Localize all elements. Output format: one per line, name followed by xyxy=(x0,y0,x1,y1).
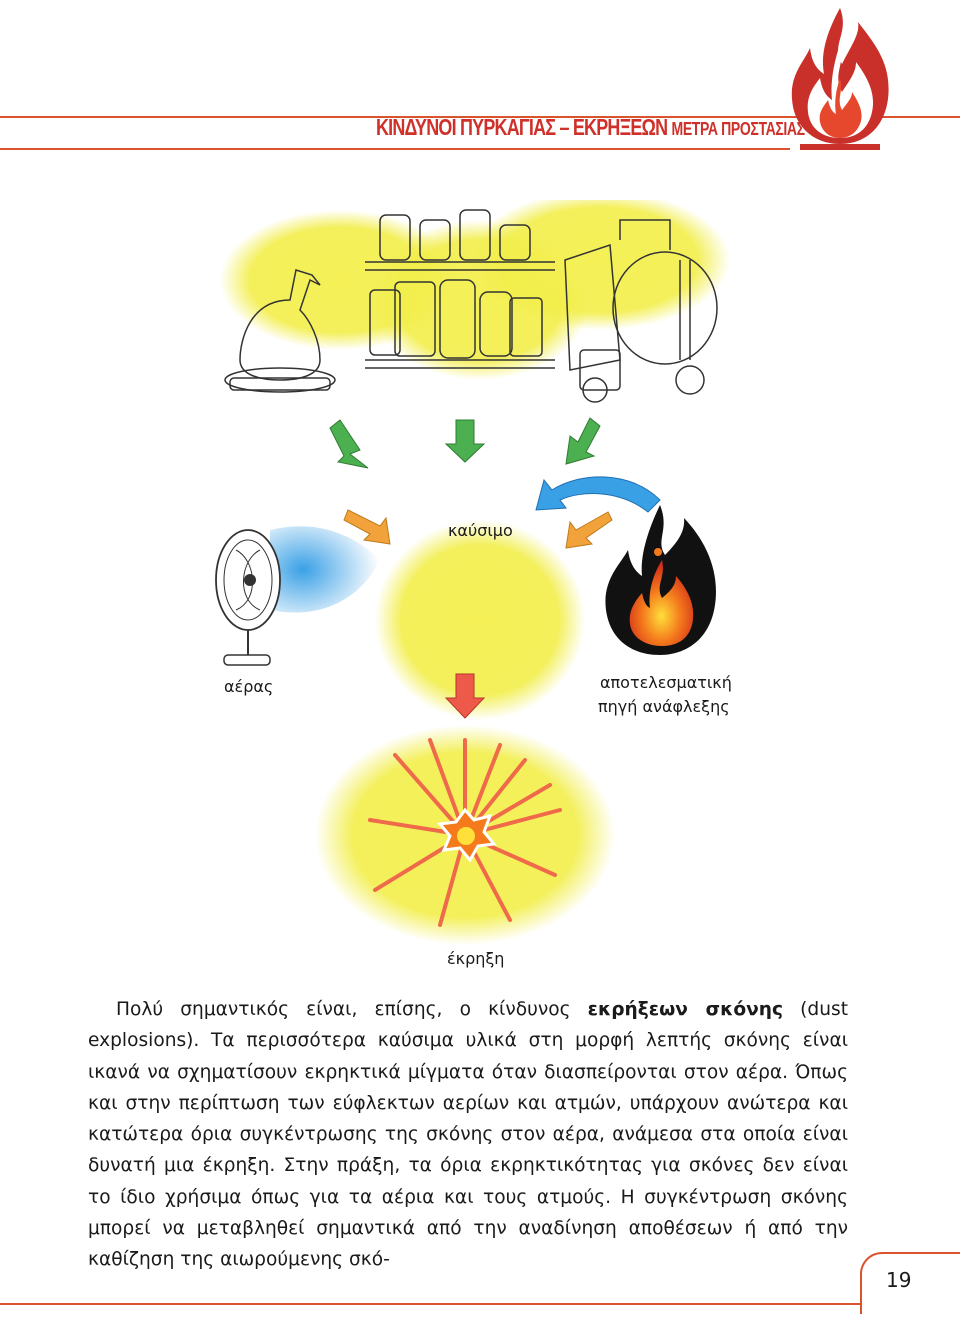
label-air: αέρας xyxy=(224,677,274,696)
page-number: 19 xyxy=(886,1268,912,1292)
fire-icon xyxy=(605,505,716,655)
orange-arrow-right-icon xyxy=(566,512,612,548)
body-text-rest: (dust explosions). Τα περισσότερα καύσιμα υλικά στη μορφή λεπτής σκόνης είναι ικανά να σχηματίσουν εκρηκτικά μίγματα όταν διασπείρονται στον αέρα. Όπως και στην περίπτωση των εύφλεκτων αερίων και ατμών, υπάρχουν ανώτερα και κατώτερα όρια συγκέντρωσης της σκόνης στον αέρα, ανάμεσα στα οποία είναι δυνατή μια έκρηξη. Στην πράξη, τα όρια εκρηκτικότητας για σκόνες δεν είναι το ίδιο χρήσιμα όπως για τα αέρια και τους ατμούς. Η συγκέντρωση σκόνης μπορεί να μεταβληθεί σημαντικά από την αναδίνηση αποθέσεων ή από την καθίζηση της αιωρούμενης σκό- xyxy=(88,999,848,1271)
label-fuel: καύσιμο xyxy=(448,521,513,540)
arrow-down-left-icon xyxy=(330,420,368,468)
body-paragraph xyxy=(88,994,848,1276)
page-header-title xyxy=(376,114,805,141)
label-explosion: έκρηξη xyxy=(447,949,505,968)
flame-logo-icon xyxy=(780,4,900,152)
fuel-cloud xyxy=(375,520,585,720)
header-title-sub: ΜΕΤΡΑ ΠΡΟΣΤΑΣΙΑΣ xyxy=(671,119,805,139)
body-text-start: Πολύ σημαντικός είναι, επίσης, ο κίνδυνος xyxy=(116,999,588,1020)
fan-icon xyxy=(216,526,380,665)
header-rule-bottom xyxy=(0,148,790,150)
label-ignition-line2: πηγή ανάφλεξης xyxy=(598,697,730,716)
fuel-sources-scene xyxy=(220,200,730,402)
header-title-main: ΚΙΝΔΥΝΟΙ ΠΥΡΚΑΓΙΑΣ – ΕΚΡΗΞΕΩΝ xyxy=(376,114,668,140)
curved-arrow-icon xyxy=(536,477,660,512)
footer-rule xyxy=(0,1303,862,1305)
arrow-down-right-icon xyxy=(566,418,600,464)
label-ignition-line1: αποτελεσματική xyxy=(600,673,732,692)
body-text-bold: εκρήξεων σκόνης xyxy=(587,999,784,1020)
arrow-down-center-icon xyxy=(446,420,484,462)
explosion-burst-icon xyxy=(315,725,615,945)
green-arrows xyxy=(330,418,600,468)
explosion-pentagon-diagram xyxy=(200,200,760,980)
